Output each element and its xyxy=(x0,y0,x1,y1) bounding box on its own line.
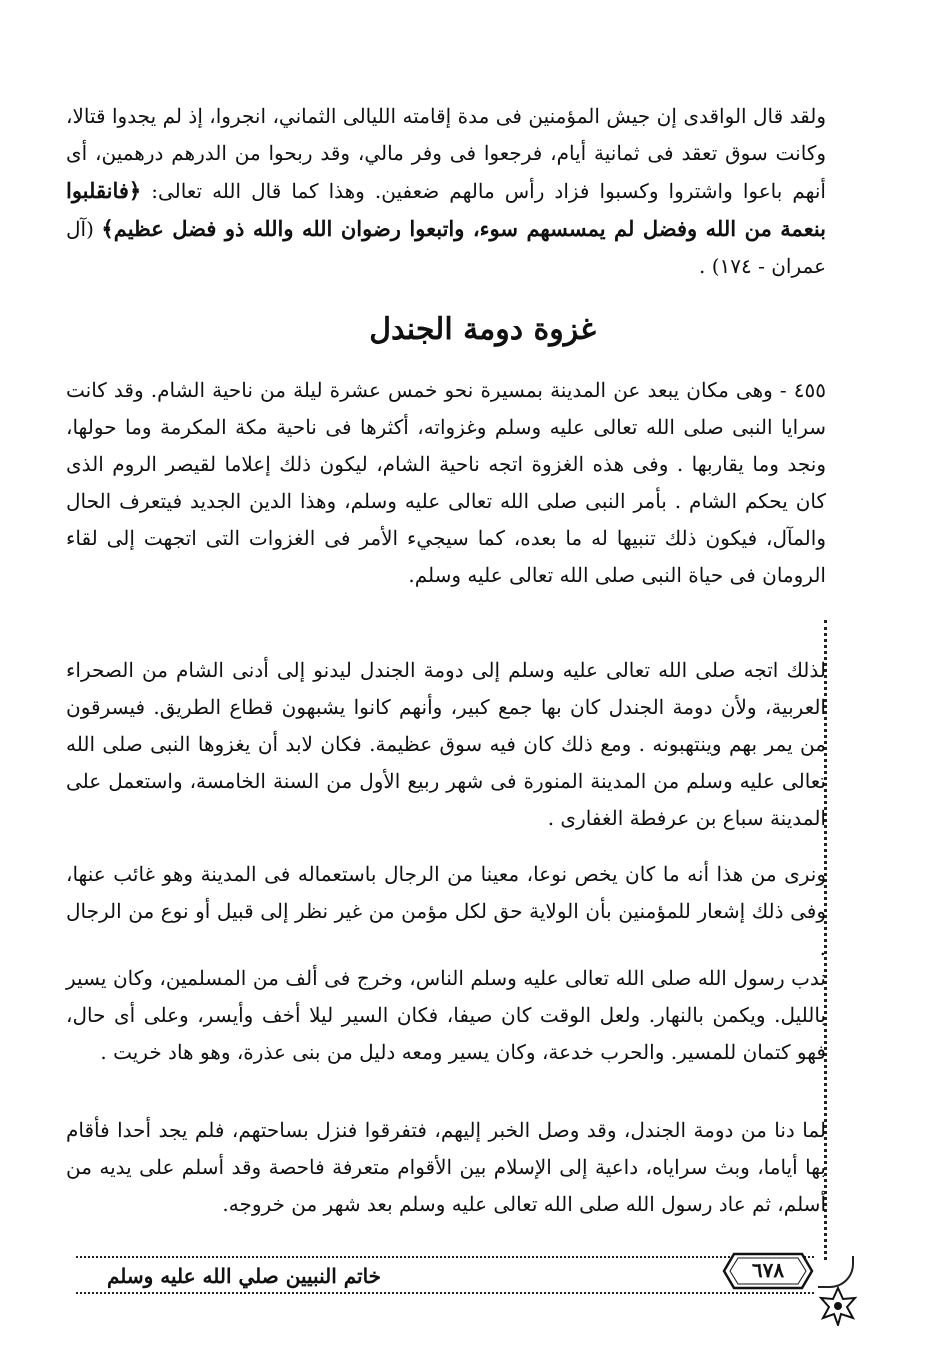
star-ornament-icon xyxy=(818,1286,858,1326)
paragraph-6: لما دنا من دومة الجندل، وقد وصل الخبر إليهم، فتفرقوا فنزل بساحتهم، فلم يجد أحدا فأقام بها أياما، وبث سراياه، داعية إلى الإسلام بين الأقوام متعرفة فاحصة وقد أسلم على يديه من أسلم، ثم عاد رسول الله صلى الله تعالى عليه وسلم بعد شهر من خروجه. xyxy=(66,1118,826,1216)
footer-rule-bottom xyxy=(76,1292,814,1294)
footer-book-title: خاتم النبيين صلي الله عليه وسلم xyxy=(106,1264,382,1288)
paragraph-5: ندب رسول الله صلى الله تعالى عليه وسلم الناس، وخرج فى ألف من المسلمين، وكان يسير بالليل. ويكمن بالنهار. ولعل الوقت كان صيفا، فكان السير ليلا أخف وأيسر، وعلى أى حال، فهو كتمان للمسير. والحرب خدعة، وكان يسير ومعه دليل من بنى عذرة، وهو هاد خريت . xyxy=(66,966,826,1064)
paragraph-1-text: ولقد قال الواقدى إن جيش المؤمنين فى مدة إقامته الليالى الثماني، انجروا، إذ لم يجدوا قتالا، وكانت سوق تعقد فى ثمانية أيام، فرجعوا فى وفر مالي، وقد ربحوا من الدرهم درهمين، أى أنهم باعوا واشتروا وكسبوا فزاد رأس مالهم ضعفين. وهذا كما قال الله تعالى: xyxy=(66,104,826,203)
page-number: ٦٧٨ xyxy=(751,1258,785,1282)
paragraph-2: ٤٥٥ - وهى مكان يبعد عن المدينة بمسيرة نحو خمس عشرة ليلة من ناحية الشام. وقد كانت سرايا النبى صلى الله تعالى عليه وسلم وغزواته، أكثرها فى ناحية مكة المكرمة وما حولها، ونجد وما يقاربها . وفى هذه الغزوة اتجه ناحية الشام، ليكون ذلك إعلاما لقيصر الروم الذى كان يحكم الشام . بأمر النبى صلى الله تعالى عليه وسلم، وهذا الدين الجديد فيتعرف الحال والمآل، فيكون ذلك تنبيها له ما بعده، كما سيجيء الأمر فى الغزوات التى اتجهت إلى لقاء الرومان فى حياة النبى صلى الله تعالى عليه وسلم. xyxy=(66,378,826,587)
paragraph-4: ونرى من هذا أنه ما كان يخص نوعا، معينا من الرجال باستعماله فى المدينة وهو غائب عنها، وفى ذلك إشعار للمؤمنين بأن الولاية حق لكل مؤمن من غير نظر إلى قبيل أو نوع من الرجال . xyxy=(66,862,826,960)
section-heading: غزوة دومة الجندل xyxy=(369,312,596,347)
footer-rule-top xyxy=(76,1256,814,1258)
corner-ornament xyxy=(818,1256,854,1288)
quran-verse: ﴿فانقلبوا بنعمة من الله وفضل لم يمسسهم سوء، واتبعوا رضوان الله والله ذو فضل عظيم﴾ xyxy=(66,178,827,241)
verse-reference: (آل عمران - ١٧٤) . xyxy=(66,217,826,278)
paragraph-1 xyxy=(66,98,826,285)
paragraph-3: لذلك اتجه صلى الله تعالى عليه وسلم إلى دومة الجندل ليدنو إلى أدنى الشام من الصحراء العربية، ولأن دومة الجندل كان بها جمع كبير، وأنهم كانوا يشبهون قطاع الطريق. فيسرقون من يمر بهم وينتهبونه . ومع ذلك كان فيه سوق عظيمة. فكان لابد أن يغزوها النبى صلى الله تعالى عليه وسلم من المدينة المنورة فى شهر ربيع الأول من السنة الخامسة، واستعمل على المدينة سباع بن عرفطة الغفارى . xyxy=(66,658,826,830)
page-number-badge xyxy=(722,1250,814,1292)
